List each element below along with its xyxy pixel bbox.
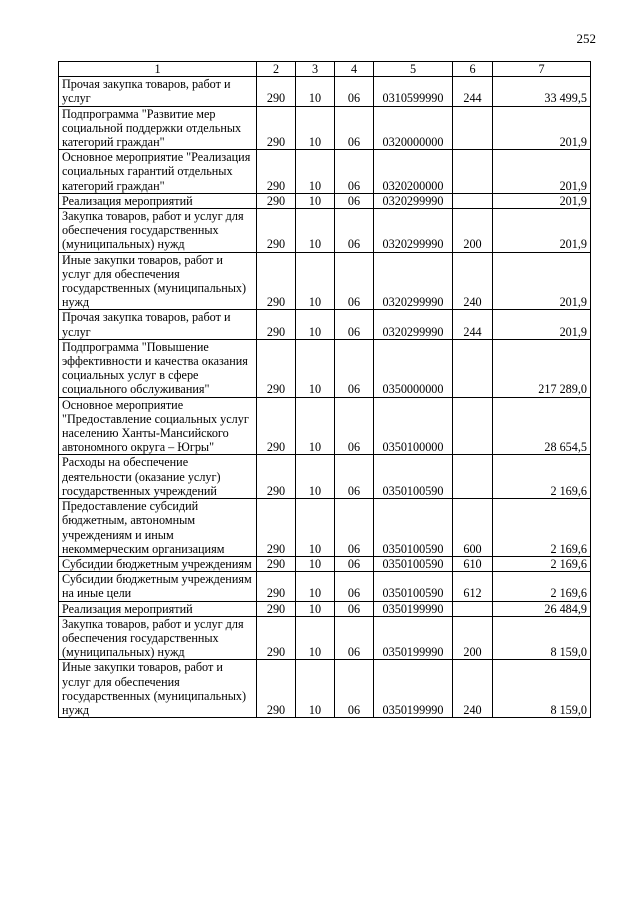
- cell-expense-type: [453, 193, 493, 208]
- table-row: [59, 397, 591, 455]
- cell-subsection: 06: [335, 310, 374, 339]
- cell-expense-type: [453, 397, 493, 455]
- cell-code: 290: [257, 310, 296, 339]
- cell-target: 0350100590: [374, 499, 453, 557]
- cell-expense-type: 240: [453, 252, 493, 310]
- cell-name: Основное мероприятие "Предоставление социальных услуг населению Ханты-Мансийского автономного округа – Югры": [59, 397, 257, 455]
- cell-code: 290: [257, 252, 296, 310]
- cell-section: 10: [296, 106, 335, 150]
- cell-section: 10: [296, 339, 335, 397]
- cell-expense-type: [453, 150, 493, 194]
- table-row: [59, 339, 591, 397]
- cell-code: 290: [257, 193, 296, 208]
- table-row: [59, 616, 591, 660]
- header-cell: 7: [493, 62, 591, 77]
- cell-name: Прочая закупка товаров, работ и услуг: [59, 310, 257, 339]
- table-row: [59, 660, 591, 718]
- cell-name: Субсидии бюджетным учреждениям на иные цели: [59, 572, 257, 601]
- cell-subsection: 06: [335, 150, 374, 194]
- table-row: [59, 455, 591, 499]
- table-row: [59, 310, 591, 339]
- cell-expense-type: 244: [453, 310, 493, 339]
- cell-amount: 201,9: [493, 310, 591, 339]
- table-row: [59, 106, 591, 150]
- table-row: [59, 499, 591, 557]
- cell-amount: 201,9: [493, 193, 591, 208]
- cell-name: Иные закупки товаров, работ и услуг для обеспечения государственных (муниципальных) нужд: [59, 660, 257, 718]
- cell-subsection: 06: [335, 601, 374, 616]
- cell-amount: 201,9: [493, 209, 591, 253]
- cell-expense-type: 610: [453, 556, 493, 571]
- header-cell: 1: [59, 62, 257, 77]
- cell-name: Подпрограмма "Развитие мер социальной поддержки отдельных категорий граждан": [59, 106, 257, 150]
- cell-amount: 28 654,5: [493, 397, 591, 455]
- cell-amount: 2 169,6: [493, 499, 591, 557]
- table-row: [59, 556, 591, 571]
- cell-name: Реализация мероприятий: [59, 601, 257, 616]
- cell-target: 0350000000: [374, 339, 453, 397]
- cell-code: 290: [257, 106, 296, 150]
- cell-section: 10: [296, 310, 335, 339]
- cell-code: 290: [257, 77, 296, 106]
- cell-amount: 217 289,0: [493, 339, 591, 397]
- cell-name: Основное мероприятие "Реализация социальных гарантий отдельных категорий граждан": [59, 150, 257, 194]
- header-cell: 6: [453, 62, 493, 77]
- cell-expense-type: 240: [453, 660, 493, 718]
- cell-amount: 8 159,0: [493, 660, 591, 718]
- table-row: [59, 193, 591, 208]
- cell-subsection: 06: [335, 209, 374, 253]
- cell-expense-type: 600: [453, 499, 493, 557]
- cell-amount: 201,9: [493, 150, 591, 194]
- table-row: [59, 150, 591, 194]
- cell-amount: 201,9: [493, 106, 591, 150]
- cell-expense-type: 200: [453, 616, 493, 660]
- table-header-row: [59, 62, 591, 77]
- cell-expense-type: [453, 455, 493, 499]
- header-cell: 2: [257, 62, 296, 77]
- cell-code: 290: [257, 209, 296, 253]
- cell-subsection: 06: [335, 499, 374, 557]
- cell-section: 10: [296, 601, 335, 616]
- header-cell: 3: [296, 62, 335, 77]
- cell-name: Закупка товаров, работ и услуг для обеспечения государственных (муниципальных) нужд: [59, 616, 257, 660]
- cell-amount: 8 159,0: [493, 616, 591, 660]
- cell-target: 0320200000: [374, 150, 453, 194]
- cell-code: 290: [257, 572, 296, 601]
- cell-section: 10: [296, 77, 335, 106]
- cell-name: Прочая закупка товаров, работ и услуг: [59, 77, 257, 106]
- cell-target: 0320000000: [374, 106, 453, 150]
- cell-code: 290: [257, 455, 296, 499]
- cell-subsection: 06: [335, 397, 374, 455]
- cell-amount: 26 484,9: [493, 601, 591, 616]
- cell-target: 0350100590: [374, 455, 453, 499]
- cell-target: 0320299990: [374, 193, 453, 208]
- cell-expense-type: 612: [453, 572, 493, 601]
- cell-section: 10: [296, 455, 335, 499]
- cell-subsection: 06: [335, 106, 374, 150]
- cell-target: 0350100590: [374, 556, 453, 571]
- cell-amount: 2 169,6: [493, 455, 591, 499]
- cell-expense-type: 200: [453, 209, 493, 253]
- table-row: [59, 77, 591, 106]
- cell-target: 0350199990: [374, 660, 453, 718]
- cell-name: Расходы на обеспечение деятельности (оказание услуг) государственных учреждений: [59, 455, 257, 499]
- cell-expense-type: [453, 601, 493, 616]
- cell-target: 0350100000: [374, 397, 453, 455]
- cell-section: 10: [296, 193, 335, 208]
- cell-code: 290: [257, 499, 296, 557]
- cell-target: 0350199990: [374, 616, 453, 660]
- cell-code: 290: [257, 616, 296, 660]
- cell-code: 290: [257, 601, 296, 616]
- cell-section: 10: [296, 209, 335, 253]
- cell-subsection: 06: [335, 77, 374, 106]
- page-number: 252: [576, 31, 596, 46]
- cell-section: 10: [296, 660, 335, 718]
- cell-subsection: 06: [335, 556, 374, 571]
- cell-amount: 2 169,6: [493, 572, 591, 601]
- cell-expense-type: [453, 106, 493, 150]
- cell-name: Закупка товаров, работ и услуг для обеспечения государственных (муниципальных) нужд: [59, 209, 257, 253]
- cell-target: 0310599990: [374, 77, 453, 106]
- cell-subsection: 06: [335, 193, 374, 208]
- cell-amount: 2 169,6: [493, 556, 591, 571]
- cell-section: 10: [296, 499, 335, 557]
- cell-subsection: 06: [335, 339, 374, 397]
- cell-amount: 201,9: [493, 252, 591, 310]
- cell-section: 10: [296, 556, 335, 571]
- header-cell: 5: [374, 62, 453, 77]
- cell-name: Реализация мероприятий: [59, 193, 257, 208]
- cell-target: 0350100590: [374, 572, 453, 601]
- cell-subsection: 06: [335, 660, 374, 718]
- cell-section: 10: [296, 252, 335, 310]
- cell-name: Субсидии бюджетным учреждениям: [59, 556, 257, 571]
- header-cell: 4: [335, 62, 374, 77]
- cell-section: 10: [296, 572, 335, 601]
- cell-subsection: 06: [335, 572, 374, 601]
- cell-section: 10: [296, 616, 335, 660]
- cell-code: 290: [257, 150, 296, 194]
- cell-section: 10: [296, 150, 335, 194]
- cell-section: 10: [296, 397, 335, 455]
- cell-target: 0320299990: [374, 310, 453, 339]
- cell-target: 0320299990: [374, 209, 453, 253]
- cell-code: 290: [257, 660, 296, 718]
- cell-amount: 33 499,5: [493, 77, 591, 106]
- cell-target: 0320299990: [374, 252, 453, 310]
- table-row: [59, 601, 591, 616]
- cell-subsection: 06: [335, 455, 374, 499]
- cell-target: 0350199990: [374, 601, 453, 616]
- table-row: [59, 209, 591, 253]
- table-row: [59, 572, 591, 601]
- budget-table: [58, 61, 591, 718]
- cell-code: 290: [257, 339, 296, 397]
- cell-code: 290: [257, 556, 296, 571]
- cell-name: Подпрограмма "Повышение эффективности и качества оказания социальных услуг в сфере социального обслуживания": [59, 339, 257, 397]
- cell-expense-type: 244: [453, 77, 493, 106]
- table-row: [59, 252, 591, 310]
- cell-name: Предоставление субсидий бюджетным, автономным учреждениям и иным некоммерческим организациям: [59, 499, 257, 557]
- cell-code: 290: [257, 397, 296, 455]
- cell-expense-type: [453, 339, 493, 397]
- cell-name: Иные закупки товаров, работ и услуг для обеспечения государственных (муниципальных) нужд: [59, 252, 257, 310]
- cell-subsection: 06: [335, 616, 374, 660]
- cell-subsection: 06: [335, 252, 374, 310]
